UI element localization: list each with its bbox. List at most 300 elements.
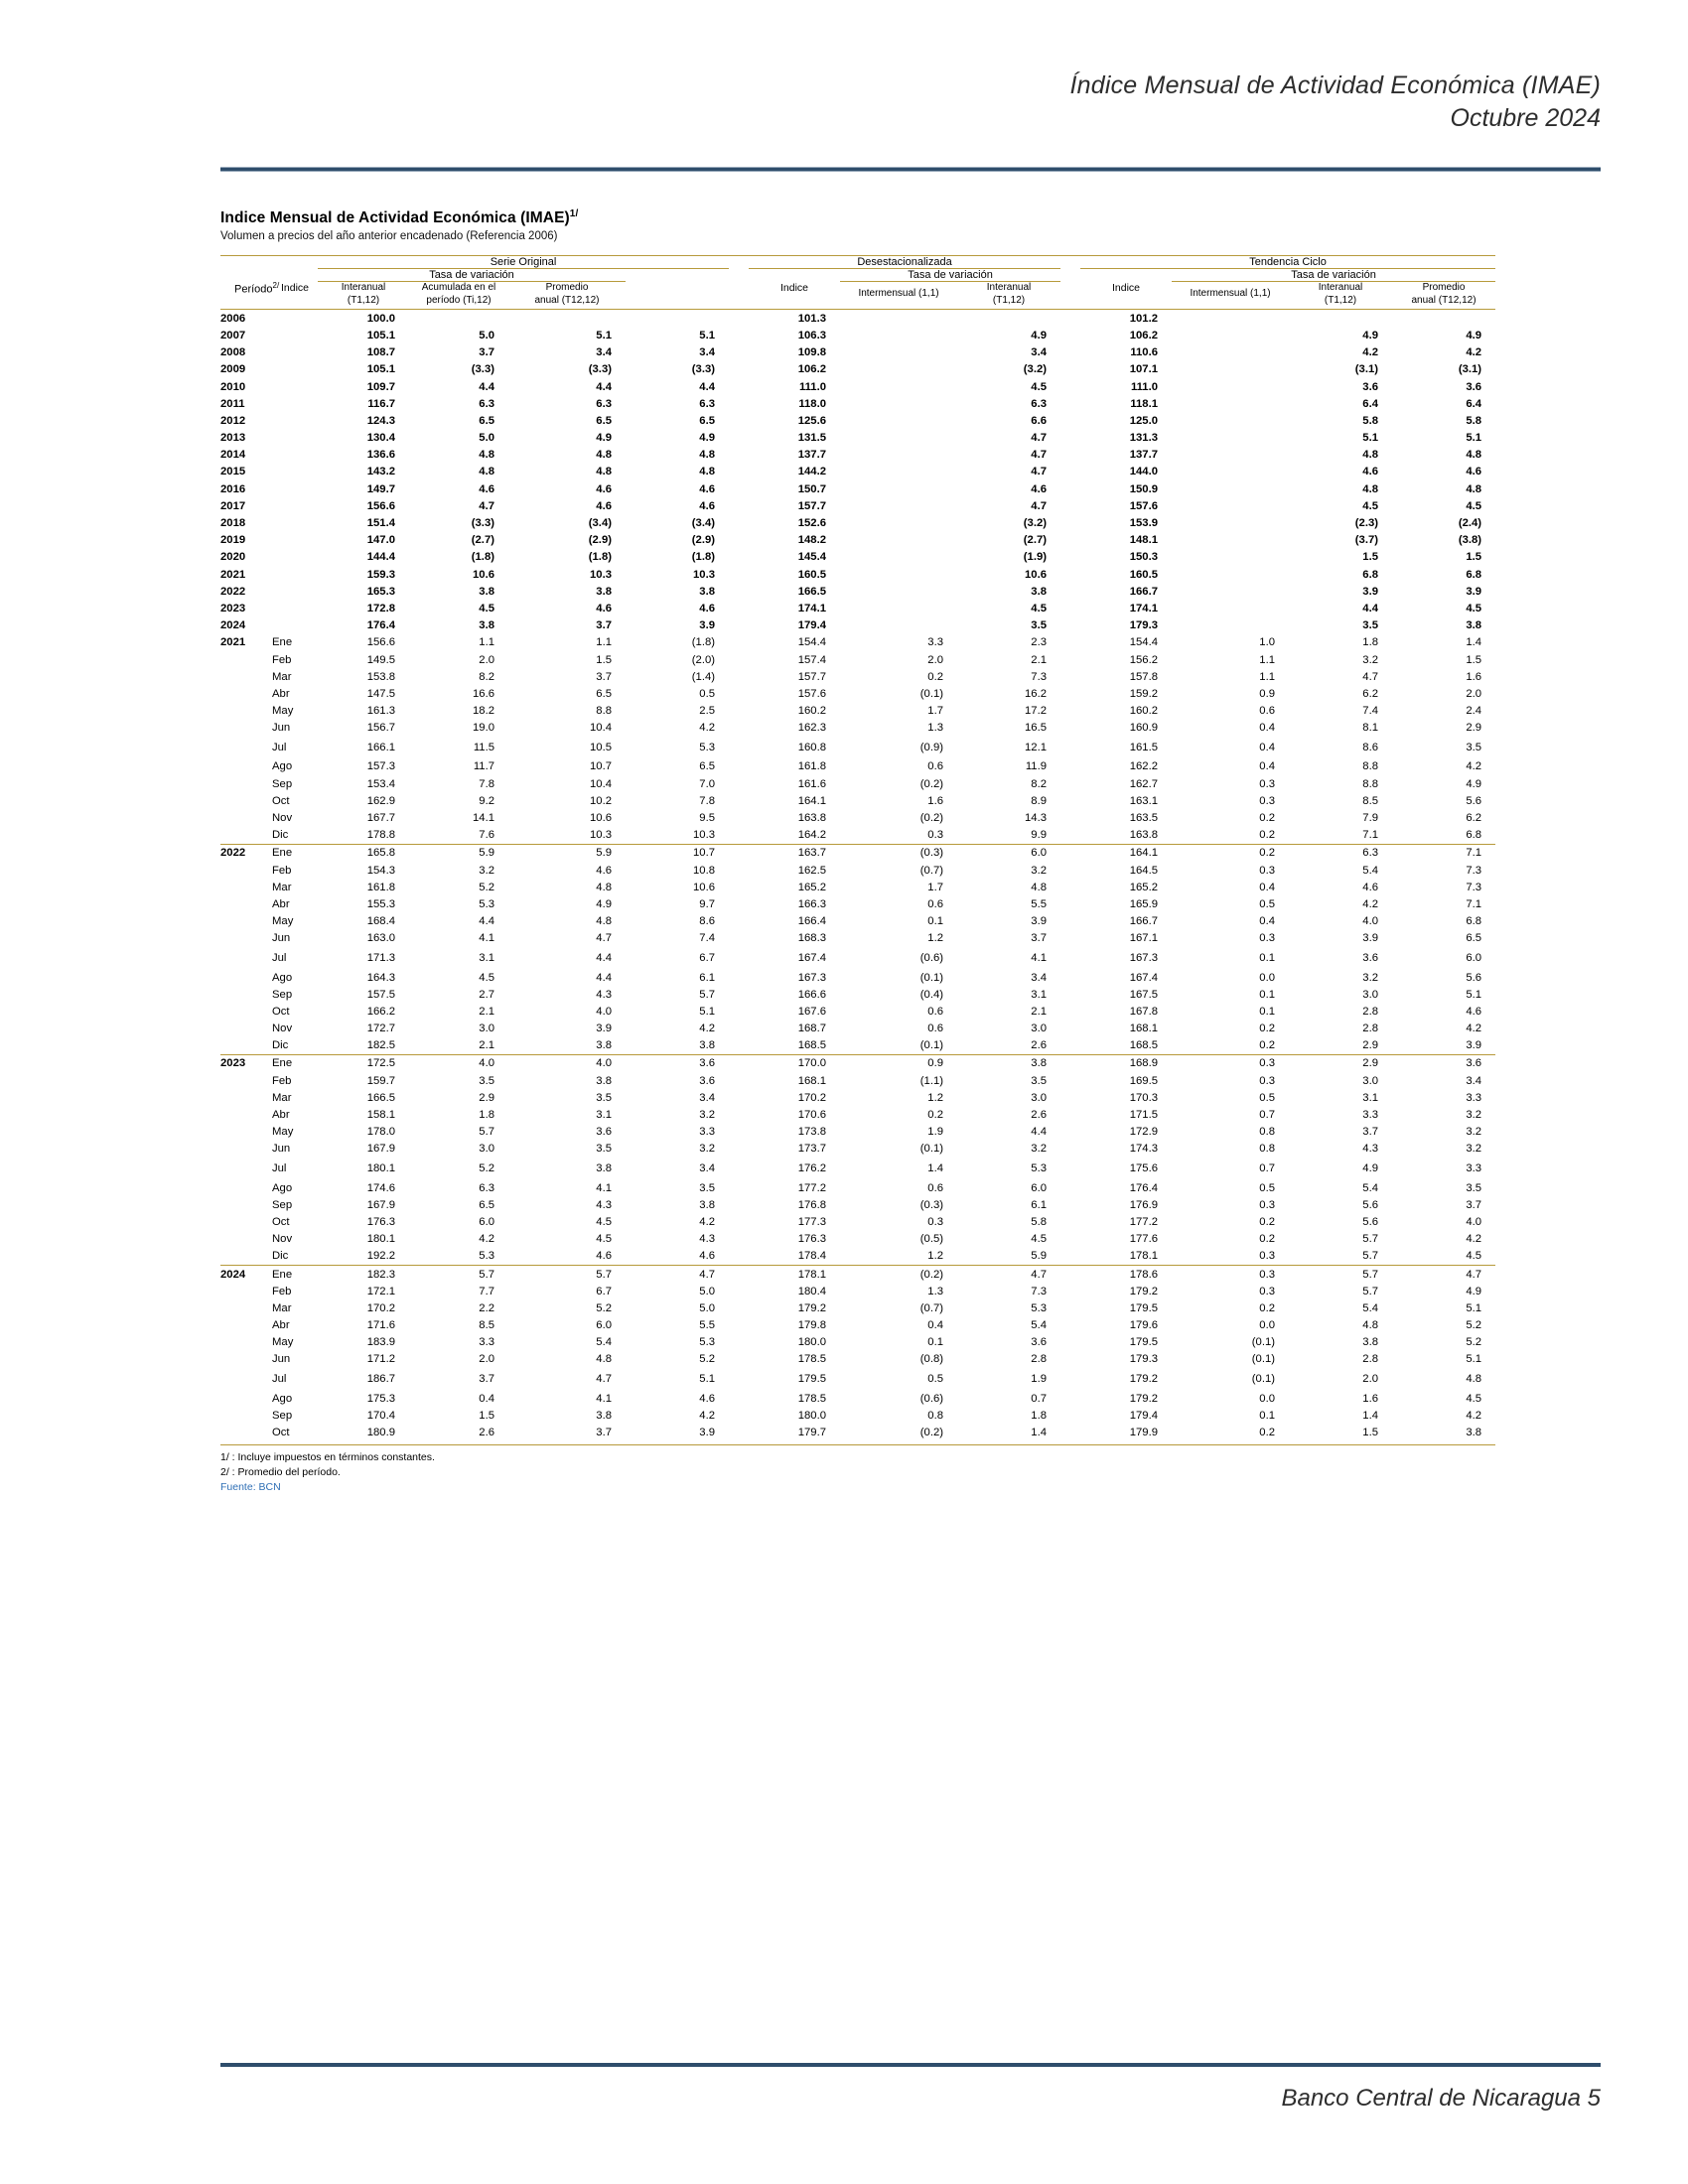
- spacer: [729, 1407, 749, 1424]
- cell-so-interanual: 2.2: [479, 1301, 494, 1314]
- row-year: [220, 1072, 272, 1089]
- cell-de-intermensual: (0.3): [919, 1198, 944, 1211]
- col-tc-intermensual: Intermensual (1,1): [1190, 288, 1271, 300]
- cell-de-interanual: 3.7: [1031, 932, 1048, 945]
- table-row: [220, 1196, 1495, 1213]
- row-month: Abr: [272, 687, 290, 700]
- row-year: [220, 879, 272, 895]
- spacer: [729, 464, 749, 480]
- cell-de-intermensual: [840, 344, 957, 361]
- row-year: [220, 1020, 272, 1036]
- cell-tc-index: 161.5: [1129, 741, 1159, 753]
- spacer: [729, 1283, 749, 1299]
- cell-de-interanual: 5.3: [1031, 1301, 1048, 1314]
- row-year: [220, 1213, 272, 1230]
- cell-so-index: 161.3: [366, 705, 395, 718]
- row-month: Ene: [272, 1057, 293, 1070]
- cell-tc-promedio: 6.4: [1466, 397, 1482, 410]
- row-month: Sep: [272, 988, 293, 1001]
- spacer: [729, 549, 749, 566]
- row-year: [220, 702, 272, 719]
- col-tc-promedio: Promedio anual (T12,12): [1411, 282, 1477, 306]
- cell-tc-interanual: 1.6: [1362, 1392, 1379, 1405]
- cell-tc-interanual: 5.8: [1362, 414, 1379, 427]
- cell-tc-index: 176.9: [1129, 1198, 1159, 1211]
- row-month: Abr: [272, 897, 290, 910]
- cell-so-interanual: 5.9: [479, 847, 494, 860]
- cell-tc-promedio: 3.9: [1392, 1037, 1495, 1055]
- cell-tc-index: 137.7: [1129, 449, 1159, 462]
- cell-tc-promedio: 5.2: [1466, 1319, 1482, 1332]
- cell-tc-intermensual: [1172, 583, 1289, 600]
- cell-tc-interanual: 3.2: [1362, 971, 1379, 984]
- cell-de-index: 177.3: [797, 1215, 827, 1228]
- spacer: [729, 1037, 749, 1055]
- cell-tc-interanual: 8.6: [1362, 741, 1379, 753]
- cell-tc-intermensual: 0.4: [1259, 741, 1276, 753]
- cell-tc-index: 150.3: [1129, 551, 1159, 564]
- cell-tc-interanual: 5.7: [1362, 1285, 1379, 1297]
- cell-de-interanual: 1.8: [1031, 1409, 1048, 1422]
- cell-de-index: 131.5: [797, 432, 827, 445]
- cell-so-promedio: 4.6: [699, 499, 716, 512]
- cell-de-index: 178.4: [749, 1248, 840, 1266]
- cell-tc-interanual: 3.7: [1362, 1126, 1379, 1139]
- cell-so-index: 172.1: [366, 1285, 395, 1297]
- cell-tc-index: 144.0: [1129, 466, 1159, 478]
- spacer: [1060, 1158, 1080, 1179]
- cell-de-interanual: 8.9: [1031, 794, 1048, 807]
- cell-tc-interanual: 4.6: [1362, 881, 1379, 893]
- cell-so-index: 167.9: [366, 1143, 395, 1156]
- table-row: [220, 634, 1495, 651]
- cell-de-intermensual: 0.2: [927, 670, 944, 683]
- table-row: [220, 1020, 1495, 1036]
- cell-tc-promedio: 4.2: [1466, 760, 1482, 773]
- cell-tc-interanual: 3.5: [1362, 619, 1379, 632]
- table-bottom-rule: [220, 1441, 1495, 1445]
- row-year: [220, 1248, 272, 1266]
- index-header-tc: Indice: [1112, 282, 1141, 295]
- cell-so-acumulada: 4.4: [596, 951, 612, 964]
- cell-so-index: 168.4: [366, 915, 395, 928]
- cell-so-index: 100.0: [366, 312, 395, 325]
- cell-so-promedio: 3.4: [699, 346, 716, 359]
- cell-tc-index: 154.4: [1129, 636, 1159, 649]
- cell-de-index: 162.3: [797, 722, 827, 735]
- cell-so-acumulada: 5.7: [596, 1268, 612, 1281]
- cell-de-intermensual: (0.1): [919, 687, 944, 700]
- cell-tc-intermensual: [1172, 617, 1289, 634]
- cell-so-interanual: 4.1: [479, 932, 494, 945]
- cell-so-index: 159.3: [366, 568, 395, 581]
- cell-de-index: 174.1: [797, 602, 827, 614]
- row-year: 2023: [220, 602, 246, 614]
- cell-so-promedio: 3.2: [699, 1109, 716, 1121]
- cell-so-index: 124.3: [366, 414, 395, 427]
- table-row: [220, 1351, 1495, 1368]
- cell-tc-index: 175.6: [1129, 1161, 1159, 1174]
- table-row: [220, 1424, 1495, 1440]
- cell-tc-promedio: 4.0: [1466, 1215, 1482, 1228]
- cell-de-intermensual: (0.2): [919, 812, 944, 824]
- cell-de-index: 111.0: [798, 380, 827, 393]
- cell-so-index: 156.6: [366, 499, 395, 512]
- cell-so-promedio: 6.7: [699, 951, 716, 964]
- cell-tc-index: 179.5: [1129, 1301, 1159, 1314]
- spacer: [1060, 549, 1080, 566]
- cell-so-index: 154.3: [366, 864, 395, 877]
- cell-tc-interanual: 2.8: [1362, 1023, 1379, 1035]
- cell-so-index: 182.3: [366, 1268, 395, 1281]
- table-row: [220, 685, 1495, 702]
- cell-so-acumulada: 10.3: [508, 827, 626, 845]
- spacer: [729, 895, 749, 912]
- cell-de-index: 144.2: [797, 466, 827, 478]
- cell-de-intermensual: [840, 361, 957, 378]
- table-row: [220, 792, 1495, 809]
- cell-tc-intermensual: 0.1: [1259, 1005, 1276, 1018]
- cell-so-acumulada: 3.7: [596, 619, 612, 632]
- row-month: Feb: [272, 653, 292, 666]
- table-row: [220, 1390, 1495, 1407]
- cell-so-promedio: 10.8: [693, 864, 716, 877]
- cell-de-interanual: 3.5: [1031, 619, 1048, 632]
- cell-tc-promedio: 4.5: [1466, 499, 1482, 512]
- cell-so-promedio: 4.2: [699, 1023, 716, 1035]
- cell-de-intermensual: 0.4: [927, 1319, 944, 1332]
- cell-so-interanual: 2.1: [479, 1005, 494, 1018]
- row-year: 2007: [220, 329, 246, 341]
- cell-de-intermensual: [840, 600, 957, 616]
- row-month: [272, 310, 318, 328]
- cell-tc-interanual: 4.9: [1362, 1161, 1379, 1174]
- spacer: [1060, 1248, 1080, 1266]
- table-row: [220, 1299, 1495, 1316]
- row-month: Jul: [272, 1161, 287, 1174]
- row-month: [272, 497, 318, 514]
- cell-tc-intermensual: 1.1: [1259, 653, 1276, 666]
- cell-de-interanual: 4.5: [1031, 380, 1048, 393]
- cell-de-interanual: (2.7): [1023, 534, 1048, 547]
- cell-de-index: 165.2: [797, 881, 827, 893]
- cell-de-intermensual: 0.6: [927, 760, 944, 773]
- annual-rows: [220, 310, 1495, 634]
- cell-so-index: 105.1: [366, 363, 395, 376]
- row-year: [220, 651, 272, 668]
- spacer: [1060, 1106, 1080, 1123]
- cell-tc-intermensual: [1172, 327, 1289, 343]
- table-row: [220, 809, 1495, 826]
- row-month: Ene: [272, 847, 293, 860]
- cell-de-intermensual: 1.3: [927, 1285, 944, 1297]
- cell-de-index: 161.6: [797, 777, 827, 790]
- cell-de-interanual: 2.1: [1031, 1005, 1048, 1018]
- row-month: [272, 617, 318, 634]
- cell-de-interanual: 4.7: [1031, 466, 1048, 478]
- cell-tc-intermensual: [1172, 412, 1289, 429]
- cell-tc-promedio: 6.8: [1392, 827, 1495, 845]
- spacer: [1060, 913, 1080, 930]
- cell-de-index: 150.7: [797, 482, 827, 495]
- cell-de-interanual: 3.9: [1031, 915, 1048, 928]
- spacer: [1060, 1003, 1080, 1020]
- cell-so-interanual: 0.4: [479, 1392, 494, 1405]
- cell-so-interanual: 1.5: [479, 1409, 494, 1422]
- cell-de-interanual: 3.0: [1031, 1023, 1048, 1035]
- row-month: Feb: [272, 864, 292, 877]
- cell-de-intermensual: (0.7): [919, 864, 944, 877]
- cell-tc-index: 160.9: [1129, 722, 1159, 735]
- table-row: [220, 344, 1495, 361]
- cell-so-acumulada: 5.9: [596, 847, 612, 860]
- cell-tc-interanual: 2.9: [1362, 1057, 1379, 1070]
- row-year: 2022: [220, 585, 246, 598]
- cell-so-promedio: 3.8: [626, 1037, 729, 1055]
- spacer: [1060, 1316, 1080, 1333]
- cell-de-index: 166.6: [797, 988, 827, 1001]
- cell-so-index: 170.4: [366, 1409, 395, 1422]
- cell-so-acumulada: 4.9: [596, 432, 612, 445]
- table-row: [220, 532, 1495, 549]
- imae-table: [220, 255, 1495, 1444]
- cell-so-index: 165.3: [366, 585, 395, 598]
- cell-so-interanual: 2.0: [479, 1353, 494, 1366]
- row-year: 2010: [220, 380, 246, 393]
- cell-so-interanual: 18.2: [473, 705, 494, 718]
- cell-tc-index: 179.6: [1129, 1319, 1159, 1332]
- spacer: [729, 986, 749, 1003]
- cell-de-intermensual: (0.1): [840, 1037, 957, 1055]
- cell-so-index: 105.1: [366, 329, 395, 341]
- spacer: [1060, 566, 1080, 583]
- page-footer: Banco Central de Nicaragua 5: [1281, 2085, 1601, 2112]
- cell-tc-interanual: 2.8: [1362, 1353, 1379, 1366]
- cell-tc-index: 168.1: [1129, 1023, 1159, 1035]
- cell-tc-index: 165.9: [1129, 897, 1159, 910]
- spacer: [1060, 809, 1080, 826]
- cell-de-interanual: 5.4: [1031, 1319, 1048, 1332]
- spacer: [729, 1106, 749, 1123]
- spacer: [729, 737, 749, 758]
- cell-de-index: 164.1: [797, 794, 827, 807]
- cell-de-interanual: 2.3: [1031, 636, 1048, 649]
- cell-tc-interanual: 4.6: [1362, 466, 1379, 478]
- cell-de-interanual: 2.1: [1031, 653, 1048, 666]
- cell-de-interanual: 5.5: [1031, 897, 1048, 910]
- cell-tc-intermensual: 0.3: [1259, 864, 1276, 877]
- cell-tc-intermensual: 0.2: [1259, 1301, 1276, 1314]
- cell-tc-interanual: 1.5: [1362, 551, 1379, 564]
- table-row: [220, 775, 1495, 792]
- spacer: [729, 1368, 749, 1390]
- spacer: [1060, 1179, 1080, 1196]
- cell-tc-interanual: 8.5: [1362, 794, 1379, 807]
- spacer: [729, 344, 749, 361]
- cell-tc-promedio: 1.5: [1466, 653, 1482, 666]
- cell-so-interanual: 9.2: [479, 794, 494, 807]
- cell-tc-index: 179.2: [1129, 1373, 1159, 1386]
- cell-tc-index: 179.3: [1129, 1353, 1159, 1366]
- cell-so-index: 147.0: [366, 534, 395, 547]
- table-row: [220, 617, 1495, 634]
- row-month: May: [272, 705, 294, 718]
- cell-de-index: 179.5: [797, 1373, 827, 1386]
- table-title-text: Indice Mensual de Actividad Económica (IMAE): [220, 209, 570, 227]
- cell-de-index: 167.6: [797, 1005, 827, 1018]
- footnote-2: 2/ : Promedio del período.: [220, 1465, 341, 1478]
- row-year: [220, 792, 272, 809]
- row-month: [272, 464, 318, 480]
- cell-so-promedio: 10.3: [626, 827, 729, 845]
- cell-de-interanual: (3.2): [1023, 363, 1048, 376]
- cell-so-acumulada: 4.4: [596, 380, 612, 393]
- cell-so-interanual: 7.8: [479, 777, 494, 790]
- cell-so-index: 163.0: [366, 932, 395, 945]
- cell-so-promedio: 0.5: [699, 687, 716, 700]
- cell-de-intermensual: [840, 480, 957, 497]
- cell-tc-index: 101.2: [1129, 312, 1159, 325]
- cell-tc-intermensual: 0.5: [1259, 1091, 1276, 1104]
- cell-tc-index: 167.5: [1129, 988, 1159, 1001]
- cell-tc-interanual: 4.5: [1362, 499, 1379, 512]
- cell-so-promedio: 4.8: [699, 466, 716, 478]
- spacer: [729, 532, 749, 549]
- table-row: [220, 1054, 1495, 1072]
- cell-de-index: 152.6: [797, 517, 827, 529]
- cell-so-acumulada: 3.8: [596, 585, 612, 598]
- cell-de-index: 162.5: [797, 864, 827, 877]
- cell-tc-intermensual: 0.5: [1259, 897, 1276, 910]
- cell-tc-interanual: 6.2: [1362, 687, 1379, 700]
- cell-so-interanual: 3.3: [479, 1336, 494, 1349]
- cell-de-index: 160.8: [797, 741, 827, 753]
- cell-so-acumulada: 10.4: [590, 777, 612, 790]
- cell-so-promedio: 4.2: [699, 1409, 716, 1422]
- spacer: [729, 947, 749, 969]
- cell-so-index: 162.9: [366, 794, 395, 807]
- cell-de-interanual: 5.8: [1031, 1215, 1048, 1228]
- table-row: [220, 310, 1495, 328]
- cell-tc-promedio: 7.3: [1466, 864, 1482, 877]
- rate-header-de: Tasa de variación: [840, 269, 1060, 282]
- cell-de-index: 109.8: [797, 346, 827, 359]
- cell-tc-index: 167.4: [1129, 971, 1159, 984]
- cell-de-interanual: 6.1: [1031, 1198, 1048, 1211]
- cell-tc-intermensual: 0.3: [1259, 777, 1276, 790]
- cell-tc-index: 178.1: [1080, 1248, 1172, 1266]
- spacer: [729, 1158, 749, 1179]
- cell-de-intermensual: (0.9): [919, 741, 944, 753]
- cell-tc-index: 179.4: [1129, 1409, 1159, 1422]
- table-row: [220, 986, 1495, 1003]
- cell-tc-intermensual: 0.7: [1259, 1161, 1276, 1174]
- cell-de-index: 180.4: [797, 1285, 827, 1297]
- cell-so-interanual: 5.2: [479, 881, 494, 893]
- row-year: [220, 930, 272, 947]
- row-year: 2018: [220, 517, 246, 529]
- row-month: Feb: [272, 1074, 292, 1087]
- spacer: [729, 1248, 749, 1266]
- cell-tc-promedio: 3.8: [1466, 1427, 1482, 1438]
- cell-tc-intermensual: [1172, 447, 1289, 464]
- cell-tc-intermensual: 0.8: [1259, 1143, 1276, 1156]
- cell-de-interanual: 3.6: [1031, 1336, 1048, 1349]
- cell-tc-intermensual: 0.7: [1259, 1109, 1276, 1121]
- cell-tc-index: 160.2: [1129, 705, 1159, 718]
- cell-tc-index: 176.4: [1129, 1181, 1159, 1194]
- spacer: [729, 1141, 749, 1158]
- cell-so-acumulada: 3.9: [596, 1023, 612, 1035]
- row-month: Mar: [272, 1091, 292, 1104]
- cell-tc-index: 177.2: [1129, 1215, 1159, 1228]
- cell-so-acumulada: 3.8: [596, 1409, 612, 1422]
- cell-tc-interanual: 4.3: [1362, 1143, 1379, 1156]
- cell-tc-index: 179.3: [1129, 619, 1159, 632]
- cell-so-promedio: 6.5: [699, 414, 716, 427]
- cell-tc-interanual: 5.1: [1362, 432, 1379, 445]
- spacer: [1060, 1390, 1080, 1407]
- spacer: [1060, 930, 1080, 947]
- cell-tc-intermensual: 1.1: [1259, 670, 1276, 683]
- row-year: [220, 1158, 272, 1179]
- cell-tc-intermensual: 0.9: [1259, 687, 1276, 700]
- cell-tc-promedio: 4.9: [1466, 777, 1482, 790]
- row-year: [220, 668, 272, 685]
- row-year: [220, 862, 272, 879]
- cell-so-acumulada: 4.9: [596, 897, 612, 910]
- cell-de-interanual: 0.7: [1031, 1392, 1048, 1405]
- row-month: Abr: [272, 1109, 290, 1121]
- cell-so-acumulada: 10.2: [590, 794, 612, 807]
- cell-tc-intermensual: 0.3: [1259, 794, 1276, 807]
- cell-so-index: 192.2: [318, 1248, 409, 1266]
- cell-tc-index: 177.6: [1129, 1233, 1159, 1246]
- spacer: [1060, 969, 1080, 986]
- spacer: [729, 1390, 749, 1407]
- cell-tc-intermensual: (0.1): [1251, 1336, 1276, 1349]
- cell-de-interanual: 8.2: [1031, 777, 1048, 790]
- table-title-footnote-marker: 1/: [569, 208, 579, 219]
- cell-so-interanual: 5.0: [479, 432, 494, 445]
- column-header-row: [220, 282, 1495, 308]
- row-year: [220, 895, 272, 912]
- row-month: [272, 361, 318, 378]
- row-month: Jul: [272, 1373, 287, 1386]
- cell-so-promedio: 3.8: [699, 1198, 716, 1211]
- spacer: [1060, 1072, 1080, 1089]
- row-month: Sep: [272, 1198, 293, 1211]
- cell-de-intermensual: (0.1): [919, 971, 944, 984]
- cell-so-index: 167.7: [366, 812, 395, 824]
- cell-tc-intermensual: 0.1: [1259, 1409, 1276, 1422]
- cell-so-interanual: 3.5: [479, 1074, 494, 1087]
- cell-so-promedio: (1.8): [691, 551, 716, 564]
- row-month: Oct: [272, 1005, 290, 1018]
- cell-so-promedio: (2.0): [691, 653, 716, 666]
- col-so-promedio: Promedio anual (T12,12): [534, 282, 600, 306]
- cell-de-interanual: 2.8: [1031, 1353, 1048, 1366]
- row-month: Ago: [272, 1181, 293, 1194]
- cell-so-interanual: (3.3): [471, 517, 494, 529]
- cell-de-interanual: 14.3: [1025, 812, 1048, 824]
- row-year: 2011: [220, 397, 245, 410]
- table-row: [220, 1037, 1495, 1055]
- row-month: Mar: [272, 1301, 292, 1314]
- cell-tc-promedio: 6.5: [1466, 932, 1482, 945]
- cell-de-intermensual: [840, 378, 957, 395]
- cell-so-acumulada: 4.1: [596, 1392, 612, 1405]
